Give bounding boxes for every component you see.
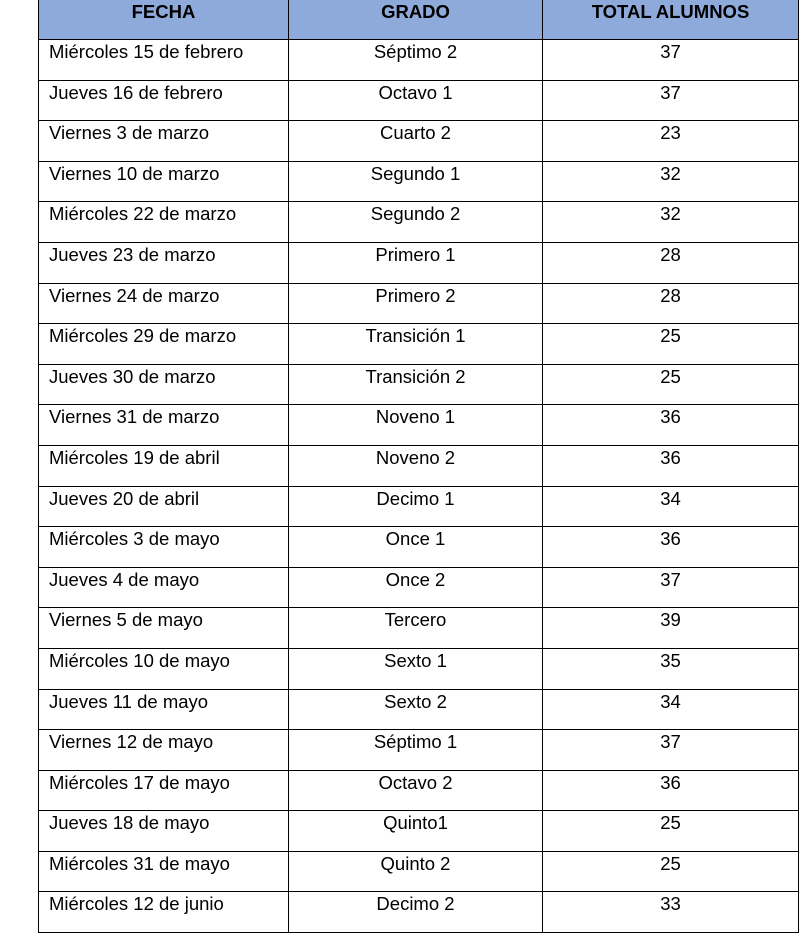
cell-total-alumnos: 25 xyxy=(543,851,799,892)
table-header xyxy=(39,0,799,40)
table-row xyxy=(39,811,799,852)
cell-grado: Quinto 2 xyxy=(289,851,543,892)
cell-grado: Primero 1 xyxy=(289,242,543,283)
cell-total-alumnos: 36 xyxy=(543,405,799,446)
table-row xyxy=(39,80,799,121)
table-row xyxy=(39,851,799,892)
cell-fecha: Jueves 20 de abril xyxy=(39,486,289,527)
cell-fecha: Jueves 30 de marzo xyxy=(39,364,289,405)
cell-grado: Octavo 1 xyxy=(289,80,543,121)
table-row xyxy=(39,770,799,811)
header-row xyxy=(39,0,799,40)
table-row xyxy=(39,730,799,771)
cell-grado: Octavo 2 xyxy=(289,770,543,811)
cell-total-alumnos: 32 xyxy=(543,161,799,202)
header-grado: GRADO xyxy=(289,0,543,40)
cell-fecha: Miércoles 19 de abril xyxy=(39,445,289,486)
table-row xyxy=(39,405,799,446)
cell-grado: Segundo 2 xyxy=(289,202,543,243)
cell-total-alumnos: 39 xyxy=(543,608,799,649)
cell-grado: Sexto 1 xyxy=(289,648,543,689)
cell-total-alumnos: 37 xyxy=(543,567,799,608)
cell-grado: Once 1 xyxy=(289,527,543,568)
cell-total-alumnos: 33 xyxy=(543,892,799,933)
cell-total-alumnos: 34 xyxy=(543,486,799,527)
cell-fecha: Jueves 16 de febrero xyxy=(39,80,289,121)
cell-grado: Noveno 1 xyxy=(289,405,543,446)
cell-total-alumnos: 36 xyxy=(543,527,799,568)
table-row xyxy=(39,324,799,365)
header-fecha: FECHA xyxy=(39,0,289,40)
cell-fecha: Viernes 12 de mayo xyxy=(39,730,289,771)
cell-grado: Transición 1 xyxy=(289,324,543,365)
cell-fecha: Miércoles 3 de mayo xyxy=(39,527,289,568)
table-row xyxy=(39,283,799,324)
cell-fecha: Jueves 23 de marzo xyxy=(39,242,289,283)
cell-total-alumnos: 25 xyxy=(543,364,799,405)
cell-total-alumnos: 28 xyxy=(543,283,799,324)
cell-grado: Quinto1 xyxy=(289,811,543,852)
cell-total-alumnos: 36 xyxy=(543,770,799,811)
cell-total-alumnos: 25 xyxy=(543,324,799,365)
cell-total-alumnos: 34 xyxy=(543,689,799,730)
table-row xyxy=(39,445,799,486)
cell-total-alumnos: 32 xyxy=(543,202,799,243)
cell-grado: Séptimo 2 xyxy=(289,40,543,81)
cell-fecha: Miércoles 31 de mayo xyxy=(39,851,289,892)
cell-fecha: Viernes 3 de marzo xyxy=(39,121,289,162)
cell-fecha: Miércoles 10 de mayo xyxy=(39,648,289,689)
table-row xyxy=(39,242,799,283)
table-row xyxy=(39,364,799,405)
cell-grado: Segundo 1 xyxy=(289,161,543,202)
cell-grado: Decimo 1 xyxy=(289,486,543,527)
schedule-table xyxy=(38,0,799,933)
cell-total-alumnos: 37 xyxy=(543,730,799,771)
cell-fecha: Viernes 24 de marzo xyxy=(39,283,289,324)
cell-grado: Once 2 xyxy=(289,567,543,608)
cell-fecha: Miércoles 29 de marzo xyxy=(39,324,289,365)
table-body xyxy=(39,40,799,933)
cell-fecha: Jueves 18 de mayo xyxy=(39,811,289,852)
cell-fecha: Miércoles 15 de febrero xyxy=(39,40,289,81)
cell-total-alumnos: 37 xyxy=(543,40,799,81)
cell-total-alumnos: 25 xyxy=(543,811,799,852)
table-row xyxy=(39,40,799,81)
header-total-alumnos: TOTAL ALUMNOS xyxy=(543,0,799,40)
table-row xyxy=(39,202,799,243)
cell-fecha: Miércoles 12 de junio xyxy=(39,892,289,933)
cell-total-alumnos: 28 xyxy=(543,242,799,283)
table-row xyxy=(39,892,799,933)
cell-grado: Primero 2 xyxy=(289,283,543,324)
cell-fecha: Viernes 5 de mayo xyxy=(39,608,289,649)
cell-grado: Sexto 2 xyxy=(289,689,543,730)
cell-fecha: Miércoles 17 de mayo xyxy=(39,770,289,811)
table-row xyxy=(39,121,799,162)
cell-grado: Noveno 2 xyxy=(289,445,543,486)
cell-grado: Decimo 2 xyxy=(289,892,543,933)
cell-grado: Transición 2 xyxy=(289,364,543,405)
table-row xyxy=(39,161,799,202)
cell-total-alumnos: 23 xyxy=(543,121,799,162)
cell-grado: Cuarto 2 xyxy=(289,121,543,162)
cell-fecha: Miércoles 22 de marzo xyxy=(39,202,289,243)
cell-fecha: Viernes 10 de marzo xyxy=(39,161,289,202)
cell-grado: Tercero xyxy=(289,608,543,649)
cell-fecha: Jueves 11 de mayo xyxy=(39,689,289,730)
cell-total-alumnos: 37 xyxy=(543,80,799,121)
table-row xyxy=(39,567,799,608)
table-row xyxy=(39,648,799,689)
table-row xyxy=(39,527,799,568)
cell-total-alumnos: 36 xyxy=(543,445,799,486)
cell-fecha: Viernes 31 de marzo xyxy=(39,405,289,446)
cell-grado: Séptimo 1 xyxy=(289,730,543,771)
table-row xyxy=(39,608,799,649)
cell-total-alumnos: 35 xyxy=(543,648,799,689)
cell-fecha: Jueves 4 de mayo xyxy=(39,567,289,608)
table-row xyxy=(39,486,799,527)
table-row xyxy=(39,689,799,730)
